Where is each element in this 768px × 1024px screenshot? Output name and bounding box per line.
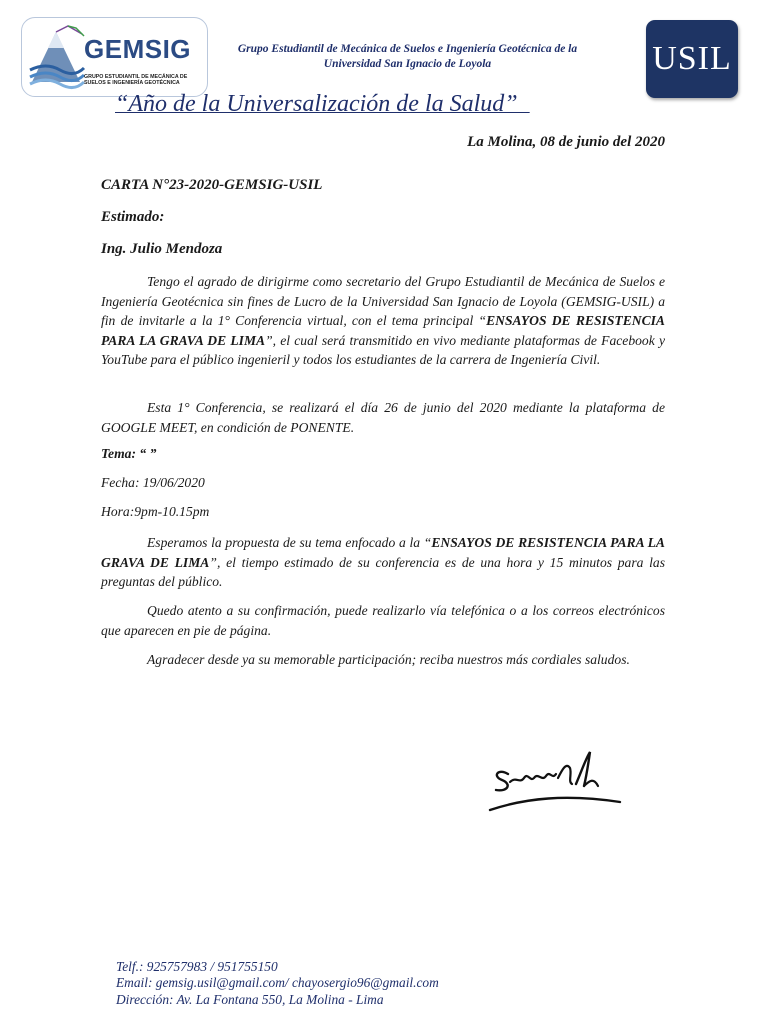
footer-email: Email: gemsig.usil@gmail.com/ chayosergio96@gmail.com	[116, 975, 439, 990]
footer-address: Dirección: Av. La Fontana 550, La Molina - Lima	[116, 992, 384, 1007]
paragraph-text: ”, el tiempo estimado de su conferencia es de una hora y 15 minutos para las preguntas del público.	[101, 554, 666, 589]
logo-subtitle: GRUPO ESTUDIANTIL DE MECÁNICA DE SUELOS E INGENIERÍA GEOTÉCNICA	[84, 74, 188, 86]
body-paragraph-proposal	[101, 533, 665, 592]
place-date: La Molina, 08 de junio del 2020	[467, 134, 665, 150]
paragraph-text: ”, el cual será transmitido en vivo mediante plataformas de Facebook y YouTube para el público ingenieril y todos los estudiantes de la carrera de Ingeniería Civil.	[101, 332, 665, 367]
paragraph-text: Esperamos la propuesta de su tema enfocado a la “	[147, 535, 432, 550]
body-paragraph-closing: Agradecer desde ya su memorable participación; reciba nuestros más cordiales saludos.	[147, 652, 630, 667]
field-hora: Hora:9pm-10.15pm	[101, 504, 210, 519]
body-paragraph-confirmation: Quedo atento a su confirmación, puede realizarlo vía telefónica o a los correos electrónicos que aparecen en pie de página.	[101, 603, 665, 638]
conference-topic: ENSAYOS DE RESISTENCIA PARA LA GRAVA DE LIMA	[101, 313, 665, 348]
field-fecha: Fecha: 19/06/2020	[101, 475, 205, 490]
conference-topic: ENSAYOS DE RESISTENCIA PARA LA GRAVA DE LIMA	[101, 535, 665, 570]
organization-line-2: Universidad San Ignacio de Loyola	[323, 58, 492, 70]
year-motto: “Año de la Universalización de la Salud”	[115, 91, 530, 117]
letter-number: CARTA N°23-2020-GEMSIG-USIL	[101, 177, 323, 193]
footer-phone: Telf.: 925757983 / 951755150	[116, 959, 278, 974]
handwritten-signature	[486, 748, 626, 818]
field-tema: Tema: “ ”	[101, 446, 157, 461]
paragraph-text: Tengo el agrado de dirigirme como secretario del Grupo Estudiantil de Mecánica de Suelos e Ingeniería Geotécnica sin fines de Lucro de la Universidad San Ignacio de Loyola (GEMSIG-USIL) a fin de invitarle a la 1° Conferencia virtual, con el tema principal “	[101, 274, 665, 328]
recipient-name: Ing. Julio Mendoza	[101, 241, 223, 257]
organization-line-1: Grupo Estudiantil de Mecánica de Suelos e Ingeniería Geotécnica de la	[237, 43, 578, 55]
mountain-waves-icon	[26, 24, 86, 94]
usil-logo-text: USIL	[652, 40, 732, 77]
salutation: Estimado:	[101, 209, 165, 225]
body-paragraph-invitation	[101, 272, 665, 370]
logo-wordmark: GEMSIG	[84, 34, 192, 64]
body-paragraph-date: Esta 1° Conferencia, se realizará el día 26 de junio del 2020 mediante la plataforma de GOOGLE MEET, en condición de PONENTE.	[101, 400, 665, 435]
organization-header	[210, 42, 605, 72]
usil-logo	[646, 20, 738, 98]
gemsig-logo	[21, 17, 208, 97]
